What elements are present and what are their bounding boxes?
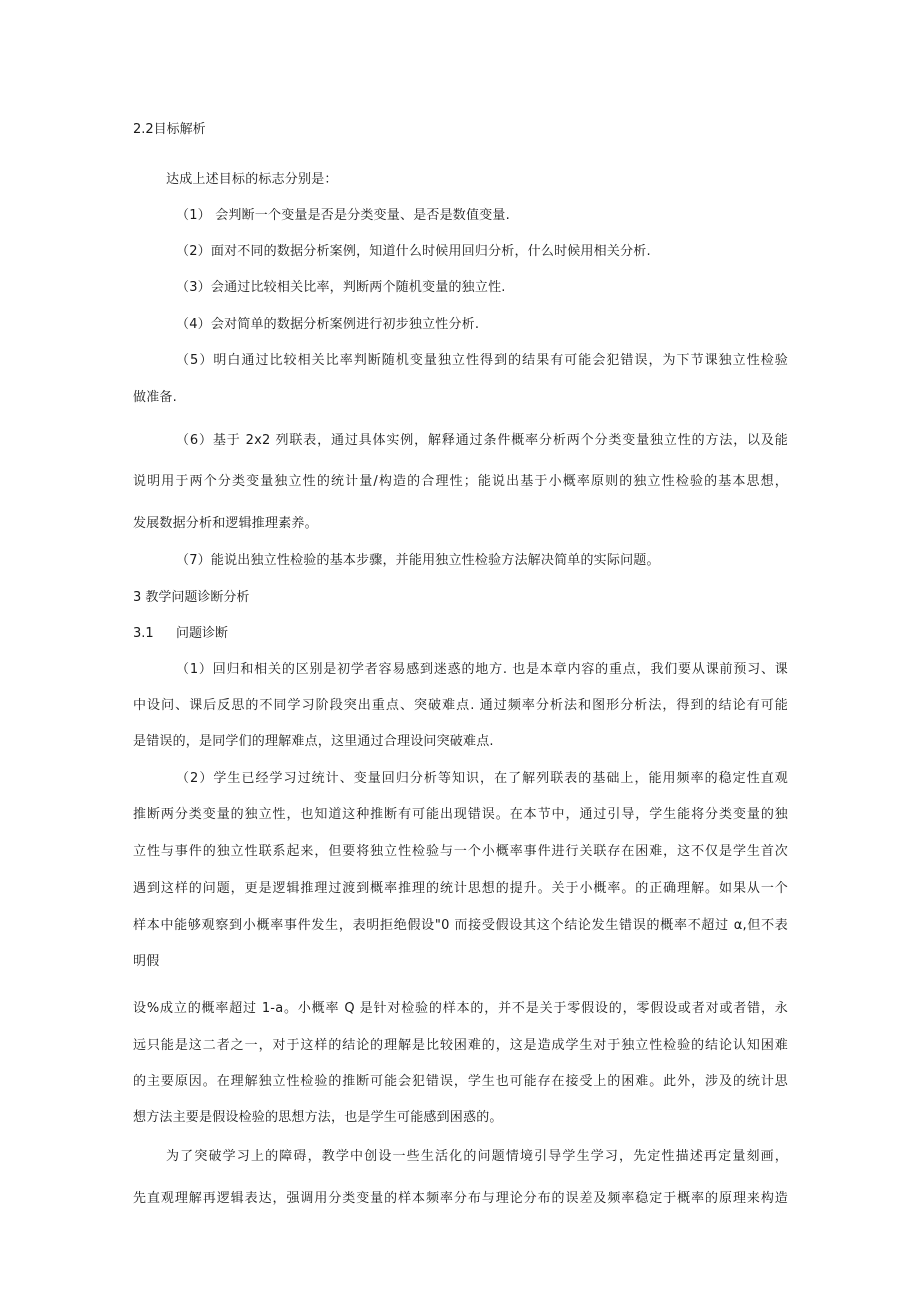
goal-item-5-cont: 做准备. <box>133 390 177 405</box>
heading-3-1-title: 问题诊断 <box>176 626 229 641</box>
para3-line2: 远只能是这二者之一，对于这样的结论的理解是比较困难的，这是造成学生对于独立性检验的结论认知困难 <box>133 1038 788 1053</box>
para4-line2: 先直观理解再逻辑表达，强调用分类变量的样本频率分布与理论分布的误差及频率稳定于概率的原理来构造 <box>133 1191 788 1206</box>
heading-3: 3 教学问题诊断分析 <box>133 590 250 605</box>
para2-line5: 样本中能够观察到小概率事件发生，表明拒绝假设"0 而接受假设其这个结论发生错误的概率不超过 α,但不表 <box>133 918 788 933</box>
para2-line2: 推断两分类变量的独立性，也知道这种推断有可能出现错误。在本节中，通过引导，学生能将分类变量的独 <box>133 807 788 822</box>
para2-line4: 遇到这样的问题，更是逻辑推理过渡到概率推理的统计思想的提升。关于小概率。的正确理解。如果从一个 <box>133 881 788 896</box>
goal-item-6-cont1: 说明用于两个分类变量独立性的统计量/构造的合理性；能说出基于小概率原则的独立性检验的基本思想， <box>133 474 788 489</box>
intro-text: 达成上述目标的标志分别是： <box>166 172 338 187</box>
para3-line4: 想方法主要是假设检验的思想方法，也是学生可能感到困惑的。 <box>133 1110 503 1125</box>
para4-line1: 为了突破学习上的障碍，教学中创设一些生活化的问题情境引导学生学习，先定性描述再定量刻画， <box>166 1149 788 1164</box>
goal-item-2: （2）面对不同的数据分析案例，知道什么时候用回归分析，什么时候用相关分析. <box>176 244 651 259</box>
para3-line3: 的主要原因。在理解独立性检验的推断可能会犯错误，学生也可能存在接受上的困难。此外，涉及的统计思 <box>133 1074 788 1089</box>
goal-item-6: （6）基于 2x2 列联表，通过具体实例，解释通过条件概率分析两个分类变量独立性的方法，以及能 <box>176 433 788 448</box>
goal-item-6-cont2: 发展数据分析和逻辑推理素养。 <box>133 516 318 531</box>
para2-line3: 立性与事件的独立性联系起来，但要将独立性检验与一个小概率事件进行关联存在困难，这不仅是学生首次 <box>133 844 788 859</box>
goal-item-7: （7）能说出独立性检验的基本步骤，并能用独立性检验方法解决简单的实际问题。 <box>176 553 660 568</box>
para3-line1: 设%成立的概率超过 1-a。小概率 Q 是针对检验的样本的，并不是关于零假设的，零假设或者对或者错，永 <box>133 1001 788 1016</box>
heading-3-1-number: 3.1 <box>133 626 154 641</box>
heading-2-2: 2.2目标解析 <box>133 122 206 137</box>
para2-line6: 明假 <box>133 954 160 969</box>
goal-item-5: （5）明白通过比较相关比率判断随机变量独立性得到的结果有可能会犯错误，为下节课独立性检验 <box>176 353 788 368</box>
goal-item-4: （4）会对简单的数据分析案例进行初步独立性分析. <box>176 317 480 332</box>
para1-line1: （1）回归和相关的区别是初学者容易感到迷惑的地方. 也是本章内容的重点，我们要从课前预习、课 <box>176 662 788 677</box>
para1-line2: 中设问、课后反思的不同学习阶段突出重点、突破难点. 通过频率分析法和图形分析法，得到的结论有可能 <box>133 698 788 713</box>
para2-line1: （2）学生已经学习过统计、变量回归分析等知识，在了解列联表的基础上，能用频率的稳定性直观 <box>176 771 788 786</box>
para1-line3: 是错误的，是同学们的理解难点，这里通过合理设问突破难点. <box>133 734 494 749</box>
goal-item-3: （3）会通过比较相关比率，判断两个随机变量的独立性. <box>176 280 506 295</box>
goal-item-1: （1） 会判断一个变量是否是分类变量、是否是数值变量. <box>176 208 510 223</box>
